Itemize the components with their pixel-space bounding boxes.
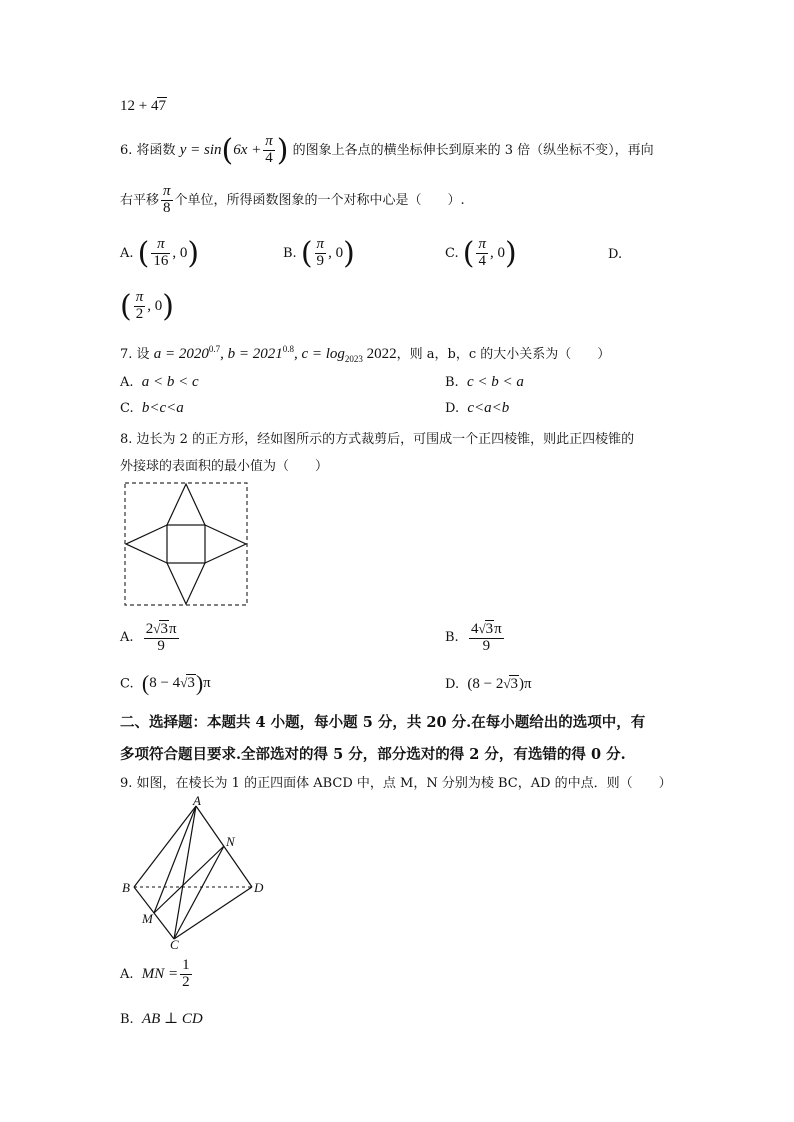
bottom-triangle <box>167 563 205 604</box>
q6-text-a: 将函数 <box>136 143 176 158</box>
segment-mn <box>154 846 224 913</box>
q7-text-b: ，则 a，b，c 的大小关系为（ ） <box>396 347 611 362</box>
q8-option-b[interactable]: B. $\frac{4√3\pi}{9}$ <box>445 621 502 654</box>
q6-text-b: 的图象上各点的横坐标伸长到原来的 3 倍（纵坐标不变），再向 <box>292 143 654 158</box>
q8-option-c[interactable]: C. (8 − 4√3)π <box>120 671 211 696</box>
section-2-heading-line-1: 二、选择题：本题共 4 小题，每小题 5 分，共 20 分.在每小题给出的选项中，有 <box>120 714 646 731</box>
previous-answer: 12 + 47 <box>120 98 166 114</box>
left-triangle <box>126 525 167 563</box>
q7-option-c[interactable]: C. b<c<a <box>120 400 184 416</box>
question-8-line-2: 外接球的表面积的最小值为（ ） <box>120 459 329 474</box>
q8-option-d[interactable]: D. (8 − 2√3)π <box>445 676 532 692</box>
point-label-n: N <box>226 834 235 849</box>
point-label-m: M <box>142 911 153 926</box>
q6-option-c[interactable]: C. ( $\frac{\pi}{4}$ , 0) <box>445 236 517 271</box>
section-2-heading-line-2: 多项符合题目要求.全部选对的得 5 分，部分选对的得 2 分，有选错的得 0 分. <box>120 746 626 763</box>
q6-option-a[interactable]: A. ( $\frac{\pi}{16}$ , 0) <box>120 236 200 271</box>
q6-fraction-pi-8: $\frac{\pi}{8}$ <box>163 183 171 216</box>
q9-option-a[interactable]: A. MN = $\frac{1}{2}$ <box>120 957 190 990</box>
inner-square-base <box>167 525 205 563</box>
right-triangle <box>205 525 246 563</box>
question-9: 9. 如图，在棱长为 1 的正四面体 ABCD 中，点 M，N 分别为棱 BC，AD 的中点．则（ ） <box>120 776 672 791</box>
question-6-line-1: 6. 将函数 y = sin(6x + $\frac{\pi}{4}$ ) 的图象上各点的横坐标伸长到原来的 3 倍（纵坐标不变），再向 <box>120 133 654 168</box>
q6-number: 6. <box>120 143 133 158</box>
q6-text-c: 右平移 <box>120 192 160 208</box>
q9-figure-tetrahedron <box>118 796 268 951</box>
q7-option-b[interactable]: B. c < b < a <box>445 374 524 390</box>
question-6-line-2 <box>120 184 465 217</box>
question-8-line-1: 8. 边长为 2 的正方形，经如图所示的方式裁剪后，可围成一个正四棱锥，则此正四棱锥的 <box>120 432 635 447</box>
q9-number: 9. <box>120 776 133 791</box>
question-7: 7. 设 $a = 2020^{0.7}$, $b = 2021^{0.8}$, $c = \log_{2023} 2022$，则 a，b，c 的大小关系为（ ） <box>120 344 611 364</box>
q6-option-d-label[interactable]: D. <box>608 247 623 262</box>
segment-am <box>154 806 196 913</box>
q6-func: y = sin <box>179 142 222 158</box>
vertex-label-c: C <box>170 937 179 951</box>
q7-option-a[interactable]: A. a < b < c <box>120 374 199 390</box>
vertex-label-a: A <box>193 796 201 808</box>
q8-option-a[interactable]: A. $\frac{2√3\pi}{9}$ <box>120 621 177 654</box>
edge-cd <box>174 887 252 939</box>
top-triangle <box>167 484 205 525</box>
q6-option-d-value[interactable]: ( $\frac{\pi}{2}$ , 0) <box>120 289 174 324</box>
edge-ab <box>134 806 196 887</box>
q7-a-def: $a = 2020^{0.7}$, $b = 2021^{0.8}$, $c = \log_{2023} 2022$ <box>153 344 397 364</box>
vertex-label-b: B <box>122 880 130 895</box>
dashed-square-outline <box>125 483 247 605</box>
q6-fraction-pi-4: $\frac{\pi}{4}$ <box>265 133 273 166</box>
q8-number: 8. <box>120 432 133 447</box>
q7-number: 7. <box>120 347 133 362</box>
q8-figure-cut-square <box>122 480 250 608</box>
q6-text-d: 个单位，所得函数图象的一个对称中心是（ ）. <box>174 192 465 208</box>
q7-option-d[interactable]: D. c<a<b <box>445 400 510 416</box>
q9-option-b[interactable]: B. AB ⊥ CD <box>120 1011 203 1027</box>
vertex-label-d: D <box>254 880 264 895</box>
q6-arg: 6x + <box>233 142 262 158</box>
q6-option-b[interactable]: B. ( $\frac{\pi}{9}$ , 0) <box>283 236 355 271</box>
